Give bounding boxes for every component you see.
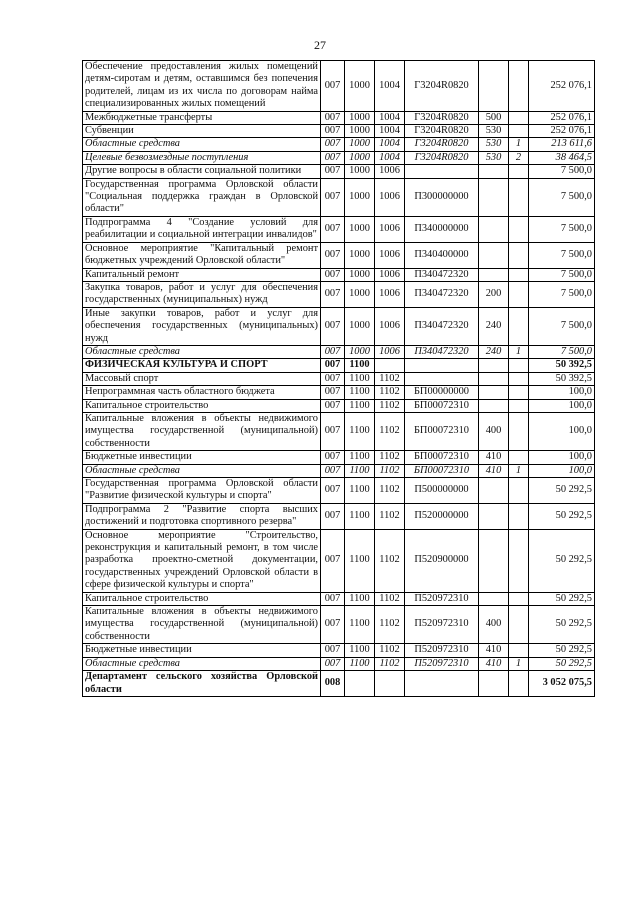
cell-section: 1000 xyxy=(345,125,375,138)
cell-section: 1100 xyxy=(345,529,375,592)
cell-amount: 7 500,0 xyxy=(529,242,595,268)
row-name: Непрограммная часть областного бюджета xyxy=(83,386,321,399)
cell-subsection: 1102 xyxy=(375,399,405,412)
cell-source xyxy=(509,242,529,268)
cell-target-article: П520900000 xyxy=(405,529,479,592)
cell-section: 1100 xyxy=(345,464,375,477)
cell-section: 1100 xyxy=(345,657,375,670)
table-row xyxy=(83,165,595,178)
row-name: Основное мероприятие "Строительство, реконструкция и капитальный ремонт, в том числе разработка проектно-сметной документации, государственных учреждений Орловской области в сфере физической культуры и спорта" xyxy=(83,529,321,592)
cell-source xyxy=(509,606,529,644)
cell-ved: 007 xyxy=(321,138,345,151)
cell-target-article: П520972310 xyxy=(405,657,479,670)
table-row xyxy=(83,111,595,124)
cell-expense-type: 530 xyxy=(479,125,509,138)
cell-expense-type: 240 xyxy=(479,307,509,345)
row-name: Субвенции xyxy=(83,125,321,138)
cell-expense-type xyxy=(479,478,509,504)
cell-ved: 007 xyxy=(321,307,345,345)
cell-amount: 50 292,5 xyxy=(529,503,595,529)
cell-ved: 007 xyxy=(321,111,345,124)
cell-target-article: БП00072310 xyxy=(405,399,479,412)
row-name: Бюджетные инвестиции xyxy=(83,644,321,657)
table-row xyxy=(83,178,595,216)
cell-subsection: 1006 xyxy=(375,268,405,281)
cell-source xyxy=(509,359,529,372)
cell-expense-type xyxy=(479,268,509,281)
cell-source xyxy=(509,529,529,592)
cell-source xyxy=(509,61,529,112)
cell-ved: 007 xyxy=(321,503,345,529)
cell-amount: 7 500,0 xyxy=(529,345,595,358)
page-number: 27 xyxy=(314,38,326,52)
cell-section: 1000 xyxy=(345,138,375,151)
cell-target-article: БП00072310 xyxy=(405,412,479,450)
cell-source xyxy=(509,307,529,345)
cell-source xyxy=(509,478,529,504)
cell-amount: 50 292,5 xyxy=(529,592,595,605)
cell-ved: 007 xyxy=(321,464,345,477)
table-row xyxy=(83,372,595,385)
row-name: Капитальные вложения в объекты недвижимого имущества государственной (муниципальной) собственности xyxy=(83,606,321,644)
cell-amount: 7 500,0 xyxy=(529,307,595,345)
cell-expense-type: 200 xyxy=(479,281,509,307)
cell-target-article: П520000000 xyxy=(405,503,479,529)
cell-section: 1000 xyxy=(345,61,375,112)
cell-section: 1000 xyxy=(345,216,375,242)
cell-source xyxy=(509,281,529,307)
cell-amount: 38 464,5 xyxy=(529,151,595,164)
row-name: Капитальный ремонт xyxy=(83,268,321,281)
cell-target-article: Г3204R0820 xyxy=(405,125,479,138)
table-row xyxy=(83,61,595,112)
cell-target-article xyxy=(405,165,479,178)
cell-amount: 50 392,5 xyxy=(529,372,595,385)
cell-target-article: Г3204R0820 xyxy=(405,61,479,112)
cell-target-article: П340000000 xyxy=(405,216,479,242)
cell-section: 1000 xyxy=(345,178,375,216)
row-name: Межбюджетные трансферты xyxy=(83,111,321,124)
table-row xyxy=(83,399,595,412)
row-name: Другие вопросы в области социальной политики xyxy=(83,165,321,178)
cell-subsection: 1102 xyxy=(375,644,405,657)
cell-subsection: 1102 xyxy=(375,503,405,529)
cell-ved: 007 xyxy=(321,399,345,412)
cell-amount: 100,0 xyxy=(529,451,595,464)
cell-subsection: 1006 xyxy=(375,281,405,307)
cell-expense-type: 400 xyxy=(479,606,509,644)
cell-subsection: 1102 xyxy=(375,529,405,592)
cell-expense-type xyxy=(479,399,509,412)
cell-ved: 007 xyxy=(321,345,345,358)
cell-expense-type: 240 xyxy=(479,345,509,358)
cell-target-article xyxy=(405,359,479,372)
cell-target-article xyxy=(405,372,479,385)
table-row xyxy=(83,359,595,372)
cell-ved: 007 xyxy=(321,451,345,464)
cell-source: 2 xyxy=(509,151,529,164)
cell-amount: 3 052 075,5 xyxy=(529,671,595,697)
cell-section: 1000 xyxy=(345,151,375,164)
cell-section xyxy=(345,671,375,697)
cell-amount: 100,0 xyxy=(529,412,595,450)
table-row xyxy=(83,503,595,529)
cell-source xyxy=(509,178,529,216)
cell-expense-type xyxy=(479,503,509,529)
table-row xyxy=(83,281,595,307)
cell-expense-type xyxy=(479,61,509,112)
cell-ved: 007 xyxy=(321,242,345,268)
cell-expense-type xyxy=(479,372,509,385)
cell-amount: 7 500,0 xyxy=(529,216,595,242)
row-name: Департамент сельского хозяйства Орловской области xyxy=(83,671,321,697)
cell-expense-type: 410 xyxy=(479,657,509,670)
row-name: Подпрограмма 4 "Создание условий для реабилитации и социальной интеграции инвалидов" xyxy=(83,216,321,242)
cell-expense-type xyxy=(479,165,509,178)
cell-target-article: Г3204R0820 xyxy=(405,138,479,151)
cell-expense-type xyxy=(479,529,509,592)
cell-target-article: П340472320 xyxy=(405,281,479,307)
cell-target-article: П520972310 xyxy=(405,606,479,644)
cell-subsection: 1102 xyxy=(375,657,405,670)
cell-subsection: 1102 xyxy=(375,451,405,464)
cell-section: 1100 xyxy=(345,478,375,504)
table-row xyxy=(83,125,595,138)
cell-ved: 007 xyxy=(321,359,345,372)
cell-ved: 007 xyxy=(321,165,345,178)
row-name: Целевые безвозмездные поступления xyxy=(83,151,321,164)
cell-source xyxy=(509,165,529,178)
cell-expense-type xyxy=(479,216,509,242)
cell-subsection: 1102 xyxy=(375,464,405,477)
cell-amount: 50 292,5 xyxy=(529,606,595,644)
cell-subsection: 1102 xyxy=(375,606,405,644)
table-row xyxy=(83,138,595,151)
cell-subsection: 1102 xyxy=(375,386,405,399)
cell-source xyxy=(509,216,529,242)
table-row xyxy=(83,592,595,605)
row-name: Бюджетные инвестиции xyxy=(83,451,321,464)
cell-source xyxy=(509,125,529,138)
cell-section: 1100 xyxy=(345,606,375,644)
cell-subsection: 1006 xyxy=(375,216,405,242)
cell-ved: 007 xyxy=(321,268,345,281)
cell-target-article: П340400000 xyxy=(405,242,479,268)
cell-ved: 007 xyxy=(321,372,345,385)
cell-amount: 50 392,5 xyxy=(529,359,595,372)
cell-source xyxy=(509,386,529,399)
cell-ved: 007 xyxy=(321,386,345,399)
cell-section: 1100 xyxy=(345,592,375,605)
cell-target-article: П340472320 xyxy=(405,268,479,281)
cell-expense-type xyxy=(479,242,509,268)
cell-target-article: П520972310 xyxy=(405,644,479,657)
cell-target-article: БП00072310 xyxy=(405,451,479,464)
cell-ved: 007 xyxy=(321,412,345,450)
cell-amount: 50 292,5 xyxy=(529,657,595,670)
cell-amount: 7 500,0 xyxy=(529,281,595,307)
cell-target-article: П340472320 xyxy=(405,345,479,358)
cell-target-article: П300000000 xyxy=(405,178,479,216)
cell-target-article: БП00000000 xyxy=(405,386,479,399)
cell-source xyxy=(509,592,529,605)
cell-ved: 007 xyxy=(321,644,345,657)
cell-amount: 7 500,0 xyxy=(529,165,595,178)
cell-amount: 100,0 xyxy=(529,464,595,477)
cell-subsection: 1004 xyxy=(375,138,405,151)
cell-amount: 50 292,5 xyxy=(529,529,595,592)
cell-source: 1 xyxy=(509,657,529,670)
cell-amount: 100,0 xyxy=(529,399,595,412)
cell-section: 1000 xyxy=(345,165,375,178)
cell-expense-type: 410 xyxy=(479,451,509,464)
cell-ved: 008 xyxy=(321,671,345,697)
budget-table xyxy=(82,60,595,697)
cell-subsection: 1102 xyxy=(375,478,405,504)
table-row xyxy=(83,606,595,644)
cell-ved: 007 xyxy=(321,151,345,164)
cell-ved: 007 xyxy=(321,125,345,138)
cell-amount: 252 076,1 xyxy=(529,111,595,124)
table-row xyxy=(83,345,595,358)
cell-expense-type: 410 xyxy=(479,644,509,657)
cell-subsection: 1004 xyxy=(375,111,405,124)
table-row xyxy=(83,216,595,242)
cell-ved: 007 xyxy=(321,657,345,670)
row-name: Капитальное строительство xyxy=(83,592,321,605)
cell-expense-type: 530 xyxy=(479,151,509,164)
cell-section: 1000 xyxy=(345,307,375,345)
cell-amount: 7 500,0 xyxy=(529,178,595,216)
row-name: Иные закупки товаров, работ и услуг для обеспечения государственных (муниципальных) нужд xyxy=(83,307,321,345)
row-name: Областные средства xyxy=(83,464,321,477)
row-name: Закупка товаров, работ и услуг для обеспечения государственных (муниципальных) нужд xyxy=(83,281,321,307)
cell-subsection: 1006 xyxy=(375,242,405,268)
row-name: Областные средства xyxy=(83,345,321,358)
cell-ved: 007 xyxy=(321,592,345,605)
row-name: Капитальное строительство xyxy=(83,399,321,412)
cell-source xyxy=(509,451,529,464)
cell-ved: 007 xyxy=(321,216,345,242)
cell-section: 1100 xyxy=(345,372,375,385)
cell-target-article: БП00072310 xyxy=(405,464,479,477)
table-row xyxy=(83,671,595,697)
cell-subsection xyxy=(375,359,405,372)
cell-ved: 007 xyxy=(321,178,345,216)
cell-target-article: П340472320 xyxy=(405,307,479,345)
table-row xyxy=(83,307,595,345)
cell-amount: 50 292,5 xyxy=(529,478,595,504)
cell-expense-type: 410 xyxy=(479,464,509,477)
cell-source xyxy=(509,372,529,385)
cell-section: 1100 xyxy=(345,412,375,450)
table-row xyxy=(83,464,595,477)
cell-section: 1100 xyxy=(345,503,375,529)
cell-amount: 252 076,1 xyxy=(529,61,595,112)
cell-subsection: 1004 xyxy=(375,151,405,164)
cell-source: 1 xyxy=(509,138,529,151)
cell-source: 1 xyxy=(509,345,529,358)
cell-expense-type xyxy=(479,592,509,605)
cell-expense-type xyxy=(479,359,509,372)
table-row xyxy=(83,657,595,670)
cell-section: 1100 xyxy=(345,386,375,399)
cell-amount: 50 292,5 xyxy=(529,644,595,657)
row-name: Областные средства xyxy=(83,657,321,670)
cell-source xyxy=(509,268,529,281)
table-row xyxy=(83,478,595,504)
cell-ved: 007 xyxy=(321,606,345,644)
cell-ved: 007 xyxy=(321,281,345,307)
cell-target-article: Г3204R0820 xyxy=(405,151,479,164)
cell-target-article: П500000000 xyxy=(405,478,479,504)
cell-section: 1100 xyxy=(345,644,375,657)
cell-source xyxy=(509,671,529,697)
cell-expense-type xyxy=(479,178,509,216)
cell-subsection: 1004 xyxy=(375,125,405,138)
table-row xyxy=(83,644,595,657)
row-name: Обеспечение предоставления жилых помещений детям-сиротам и детям, оставшимся без попечения родителей, лицам из их числа по договорам найма специализированных жилых помещений xyxy=(83,61,321,112)
row-name: Государственная программа Орловской области "Развитие физической культуры и спорта" xyxy=(83,478,321,504)
cell-source xyxy=(509,412,529,450)
cell-subsection: 1006 xyxy=(375,165,405,178)
cell-subsection: 1102 xyxy=(375,412,405,450)
cell-subsection: 1004 xyxy=(375,61,405,112)
row-name: ФИЗИЧЕСКАЯ КУЛЬТУРА И СПОРТ xyxy=(83,359,321,372)
cell-target-article: П520972310 xyxy=(405,592,479,605)
row-name: Областные средства xyxy=(83,138,321,151)
cell-expense-type: 500 xyxy=(479,111,509,124)
cell-target-article xyxy=(405,671,479,697)
cell-subsection xyxy=(375,671,405,697)
table-row xyxy=(83,268,595,281)
table-row xyxy=(83,242,595,268)
cell-expense-type: 530 xyxy=(479,138,509,151)
cell-subsection: 1006 xyxy=(375,345,405,358)
cell-section: 1100 xyxy=(345,451,375,464)
cell-subsection: 1006 xyxy=(375,307,405,345)
cell-amount: 7 500,0 xyxy=(529,268,595,281)
cell-ved: 007 xyxy=(321,478,345,504)
cell-source xyxy=(509,399,529,412)
cell-section: 1000 xyxy=(345,281,375,307)
cell-section: 1100 xyxy=(345,399,375,412)
row-name: Капитальные вложения в объекты недвижимого имущества государственной (муниципальной) собственности xyxy=(83,412,321,450)
cell-expense-type xyxy=(479,386,509,399)
table-row xyxy=(83,412,595,450)
cell-expense-type: 400 xyxy=(479,412,509,450)
cell-subsection: 1102 xyxy=(375,372,405,385)
cell-section: 1000 xyxy=(345,242,375,268)
cell-amount: 100,0 xyxy=(529,386,595,399)
row-name: Подпрограмма 2 "Развитие спорта высших достижений и подготовка спортивного резерва" xyxy=(83,503,321,529)
cell-subsection: 1102 xyxy=(375,592,405,605)
cell-amount: 213 611,6 xyxy=(529,138,595,151)
row-name: Государственная программа Орловской области "Социальная поддержка граждан в Орловской области" xyxy=(83,178,321,216)
cell-section: 1000 xyxy=(345,345,375,358)
cell-amount: 252 076,1 xyxy=(529,125,595,138)
table-row xyxy=(83,386,595,399)
table-row xyxy=(83,529,595,592)
cell-section: 1000 xyxy=(345,268,375,281)
cell-target-article: Г3204R0820 xyxy=(405,111,479,124)
row-name: Массовый спорт xyxy=(83,372,321,385)
row-name: Основное мероприятие "Капитальный ремонт бюджетных учреждений Орловской области" xyxy=(83,242,321,268)
cell-source: 1 xyxy=(509,464,529,477)
cell-section: 1100 xyxy=(345,359,375,372)
cell-section: 1000 xyxy=(345,111,375,124)
cell-ved: 007 xyxy=(321,529,345,592)
table-row xyxy=(83,451,595,464)
cell-source xyxy=(509,111,529,124)
cell-expense-type xyxy=(479,671,509,697)
table-row xyxy=(83,151,595,164)
cell-source xyxy=(509,644,529,657)
cell-subsection: 1006 xyxy=(375,178,405,216)
cell-source xyxy=(509,503,529,529)
cell-ved: 007 xyxy=(321,61,345,112)
